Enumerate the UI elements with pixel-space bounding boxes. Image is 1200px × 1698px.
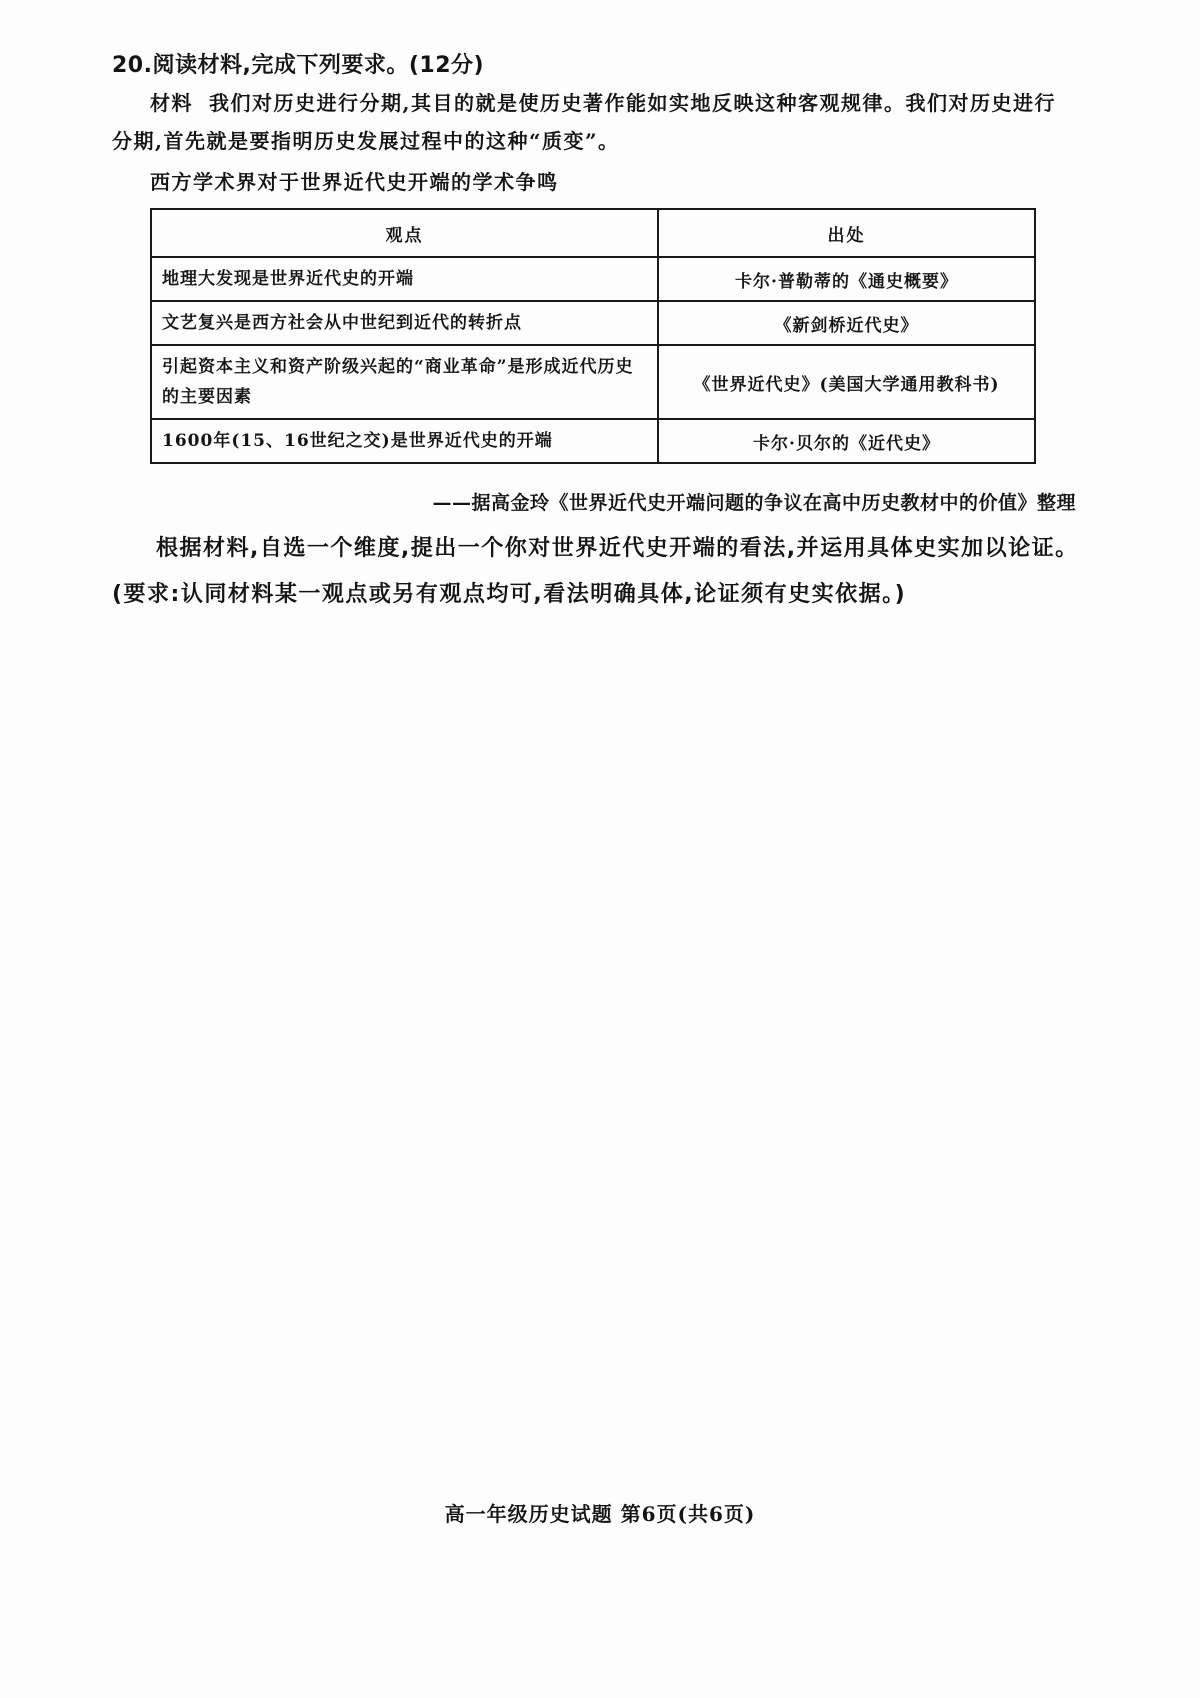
header-source: 出处 xyxy=(658,209,1035,257)
view-cell: 1600年(15、16世纪之交)是世界近代史的开端 xyxy=(151,419,658,463)
source-cell: 《新剑桥近代史》 xyxy=(658,301,1035,345)
header-view: 观点 xyxy=(151,209,658,257)
view-cell: 地理大发现是世界近代史的开端 xyxy=(151,257,658,301)
material-label: 材料 xyxy=(150,91,193,115)
table-row xyxy=(151,345,1035,419)
question-title: 20.阅读材料,完成下列要求。(12分) xyxy=(112,53,485,78)
material-paragraph xyxy=(112,84,1072,160)
requirement-paragraph: 根据材料,自选一个维度,提出一个你对世界近代史开端的看法,并运用具体史实加以论证。(要求:认同材料某一观点或另有观点均可,看法明确具体,论证须有史实依据。) xyxy=(112,536,1079,607)
table-header-row xyxy=(151,209,1035,257)
viewpoints-table xyxy=(150,208,1036,464)
source-cell: 卡尔·普勒蒂的《通史概要》 xyxy=(658,257,1035,301)
view-cell: 引起资本主义和资产阶级兴起的“商业革命”是形成近代历史的主要因素 xyxy=(151,345,658,419)
material-text: 我们对历史进行分期,其目的就是使历史著作能如实地反映这种客观规律。我们对历史进行分期,首先就是要指明历史发展过程中的这种“质变”。 xyxy=(112,91,1056,153)
source-citation: ——据高金玲《世界近代史开端问题的争议在高中历史教材中的价值》整理 xyxy=(432,492,1076,514)
source-cell: 卡尔·贝尔的《近代史》 xyxy=(658,419,1035,463)
table-row xyxy=(151,301,1035,345)
page-footer: 高一年级历史试题 第6页(共6页) xyxy=(444,1502,756,1526)
source-cell: 《世界近代史》(美国大学通用教科书) xyxy=(658,345,1035,419)
table-row xyxy=(151,419,1035,463)
table-row xyxy=(151,257,1035,301)
view-cell: 文艺复兴是西方社会从中世纪到近代的转折点 xyxy=(151,301,658,345)
table-caption: 西方学术界对于世界近代史开端的学术争鸣 xyxy=(150,170,559,194)
